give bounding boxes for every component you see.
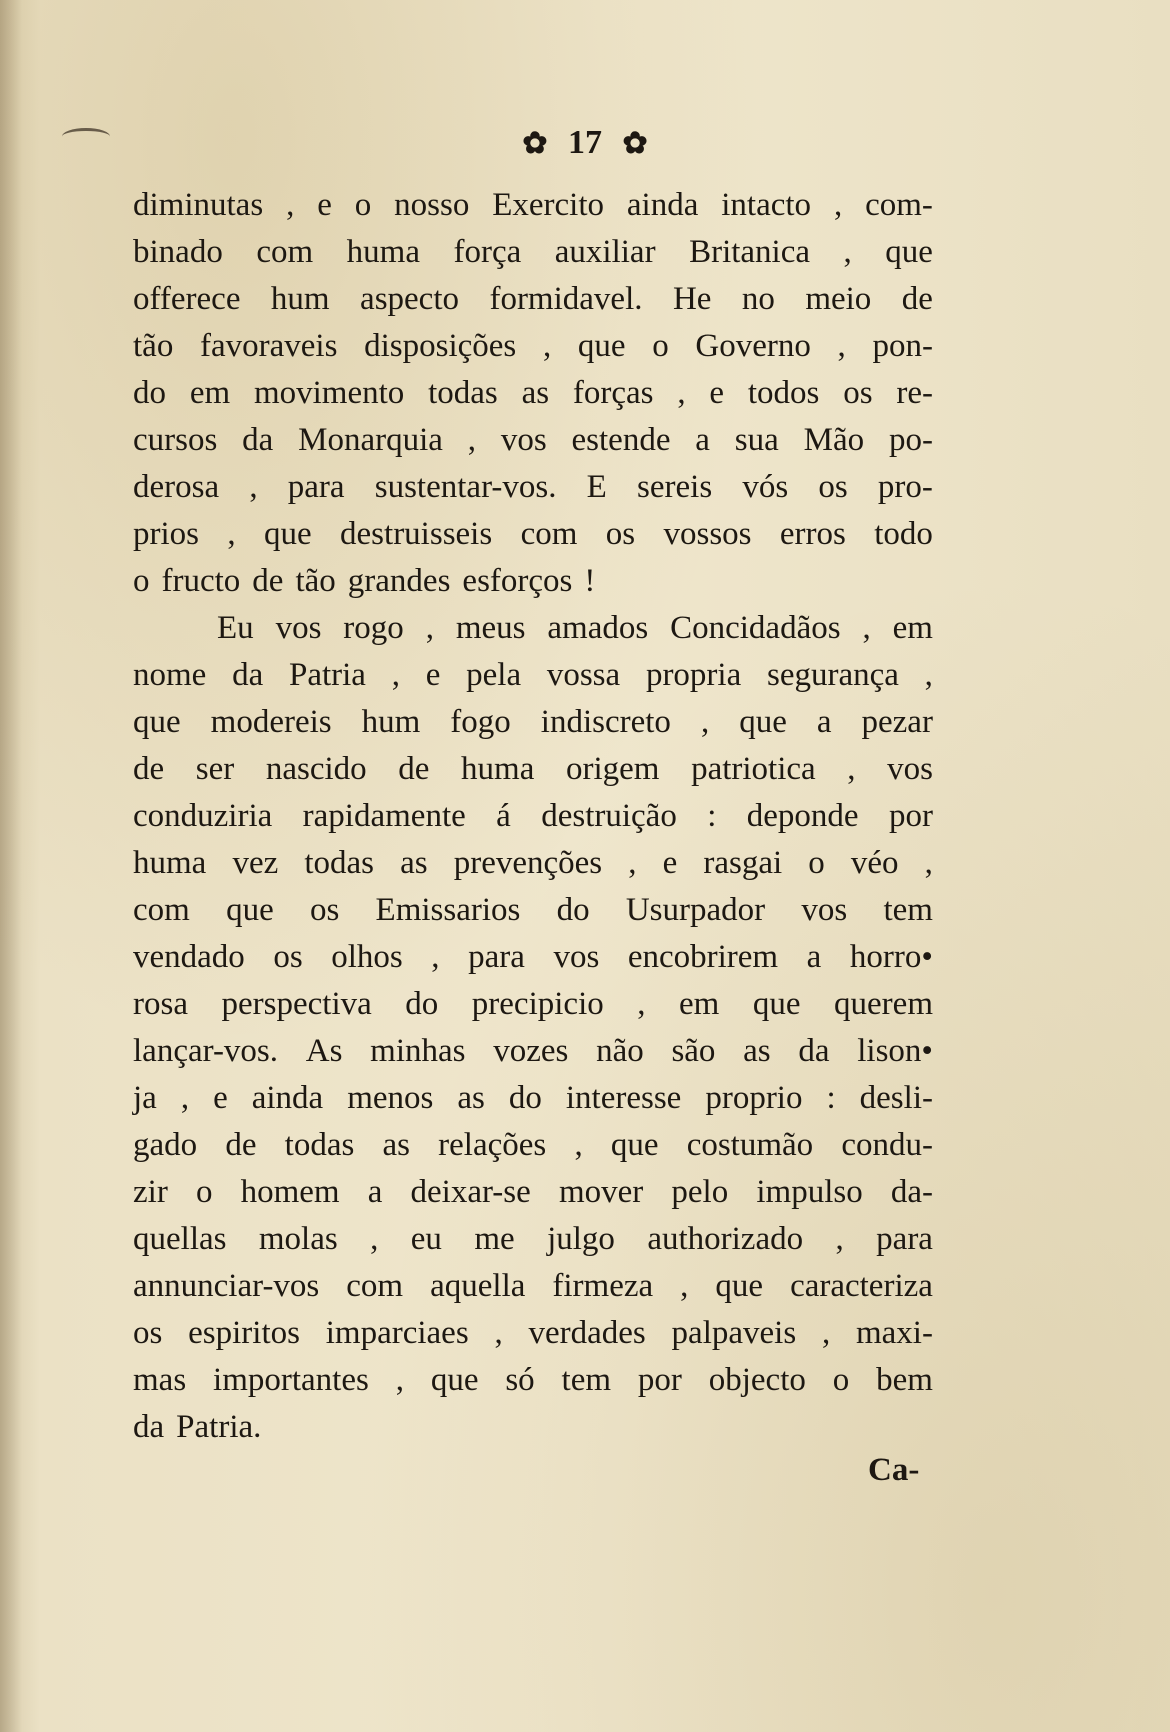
right-ornament-icon: ✿ bbox=[622, 127, 648, 160]
text-line: quellas molas , eu me julgo authorizado , para bbox=[133, 1221, 933, 1257]
text-line: tão favoraveis disposições , que o Governo , pon- bbox=[133, 328, 933, 364]
text-line: conduziria rapidamente á destruição : deponde por bbox=[133, 798, 933, 834]
left-ornament-icon: ✿ bbox=[522, 127, 548, 160]
text-line: os espiritos imparciaes , verdades palpaveis , maxi- bbox=[133, 1315, 933, 1351]
text-line: Eu vos rogo , meus amados Concidadãos , em bbox=[217, 610, 933, 646]
text-line: binado com huma força auxiliar Britanica , que bbox=[133, 234, 933, 270]
text-line: huma vez todas as prevenções , e rasgai o véo , bbox=[133, 845, 933, 881]
page-number: 17 bbox=[568, 124, 602, 161]
text-line: derosa , para sustentar-vos. E sereis vós os pro- bbox=[133, 469, 933, 505]
text-line: lançar-vos. As minhas vozes não são as da lison• bbox=[133, 1033, 933, 1069]
body-text bbox=[133, 182, 933, 1451]
text-line: annunciar-vos com aquella firmeza , que caracteriza bbox=[133, 1268, 933, 1304]
text-line: prios , que destruisseis com os vossos erros todo bbox=[133, 516, 933, 552]
text-line: que modereis hum fogo indiscreto , que a pezar bbox=[133, 704, 933, 740]
text-line: com que os Emissarios do Usurpador vos tem bbox=[133, 892, 933, 928]
text-line: nome da Patria , e pela vossa propria segurança , bbox=[133, 657, 933, 693]
catchword: Ca- bbox=[868, 1452, 920, 1488]
text-line: o fructo de tão grandes esforços ! bbox=[133, 563, 596, 599]
text-line: rosa perspectiva do precipicio , em que querem bbox=[133, 986, 933, 1022]
text-line: de ser nascido de huma origem patriotica , vos bbox=[133, 751, 933, 787]
text-line: mas importantes , que só tem por objecto o bem bbox=[133, 1362, 933, 1398]
text-line: do em movimento todas as forças , e todos os re- bbox=[133, 375, 933, 411]
text-line: ja , e ainda menos as do interesse proprio : desli- bbox=[133, 1080, 933, 1116]
text-line: da Patria. bbox=[133, 1409, 262, 1445]
text-line: diminutas , e o nosso Exercito ainda intacto , com- bbox=[133, 187, 933, 223]
text-line: cursos da Monarquia , vos estende a sua Mão po- bbox=[133, 422, 933, 458]
text-line: gado de todas as relações , que costumão condu- bbox=[133, 1127, 933, 1163]
page-header bbox=[0, 124, 1170, 162]
binding-shadow bbox=[0, 0, 22, 1732]
text-line: vendado os olhos , para vos encobrirem a horro• bbox=[133, 939, 933, 975]
text-line: offerece hum aspecto formidavel. He no meio de bbox=[133, 281, 933, 317]
text-line: zir o homem a deixar-se mover pelo impulso da- bbox=[133, 1174, 933, 1210]
